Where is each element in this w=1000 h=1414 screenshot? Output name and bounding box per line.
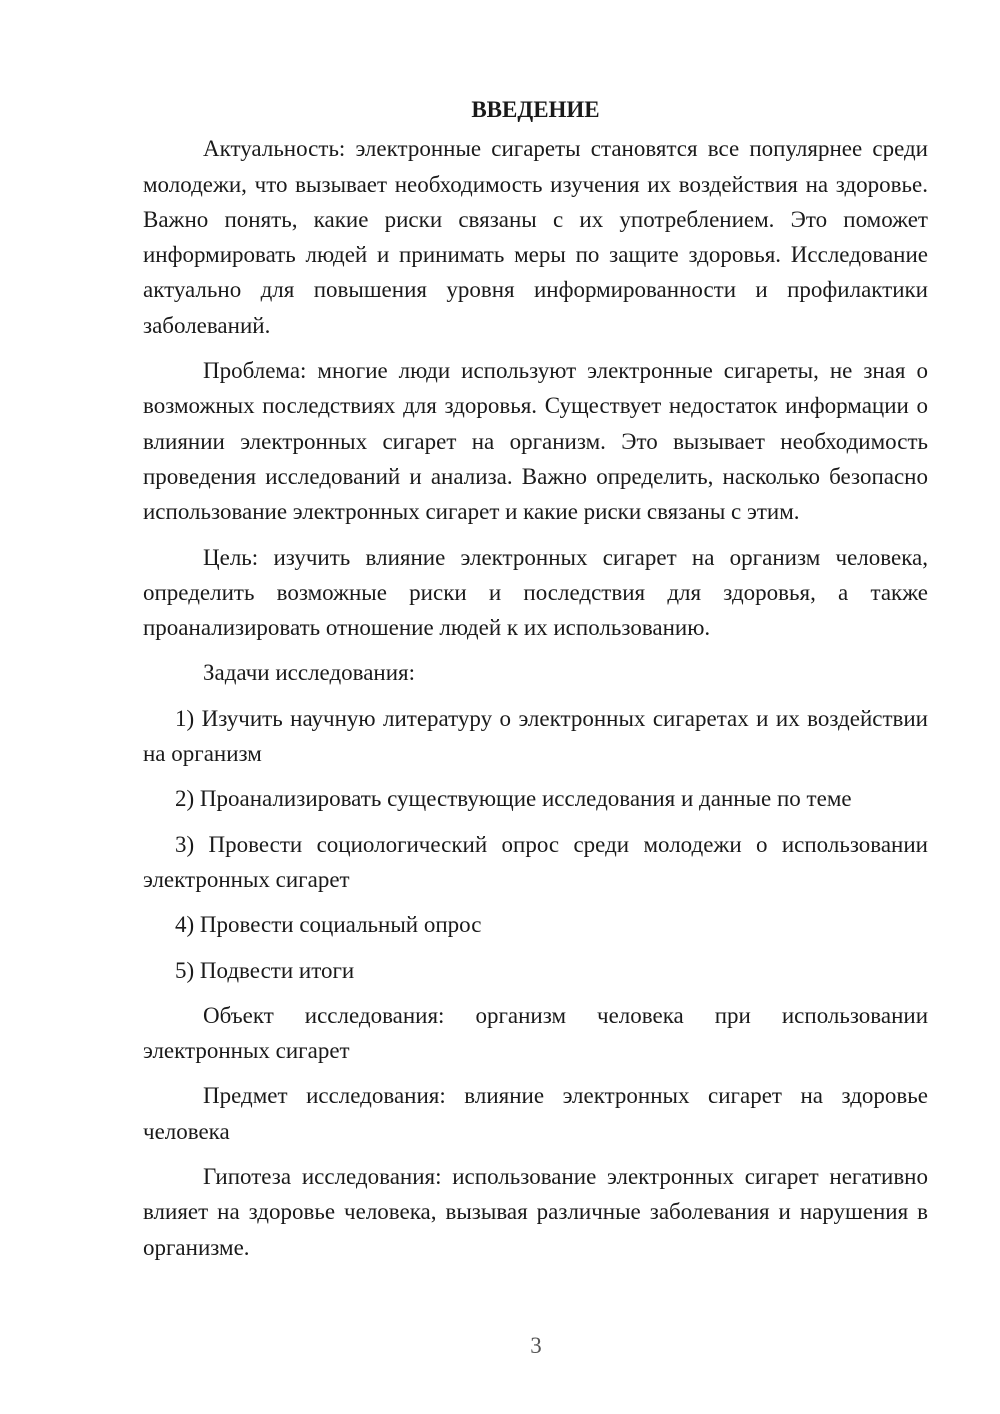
task-item-4: 4) Провести социальный опрос	[175, 912, 482, 938]
problem-paragraph: Проблема: многие люди используют электронные сигареты, не зная о возможных последствиях для здоровья. Существует недостаток информации о влиянии электронных сигарет на организм. Это вызывает необходимость проведения исследований и анализа. Важно определить, насколько безопасно использование электронных сигарет и какие риски связаны с этим.	[143, 358, 928, 525]
subject-paragraph: Предмет исследования: влияние электронных сигарет на здоровье человека	[143, 1083, 928, 1144]
goal-paragraph: Цель: изучить влияние электронных сигарет на организм человека, определить возможные риски и последствия для здоровья, а также проанализировать отношение людей к их использованию.	[143, 544, 928, 641]
section-title: ВВЕДЕНИЕ	[471, 97, 600, 122]
task-item-3: 3) Провести социологический опрос среди молодежи о использовании электронных сигарет	[143, 831, 928, 892]
page-number: 3	[530, 1333, 542, 1358]
document-page	[143, 92, 928, 1275]
tasks-heading: Задачи исследования:	[203, 660, 416, 686]
task-item-2: 2) Проанализировать существующие исследования и данные по теме	[175, 786, 852, 812]
task-item-5: 5) Подвести итоги	[175, 957, 355, 983]
task-item-1: 1) Изучить научную литературу о электронных сигаретах и их воздействии на организм	[143, 705, 928, 767]
relevance-paragraph: Актуальность: электронные сигареты становятся все популярнее среди молодежи, что вызывает необходимость изучения их воздействия на здоровье. Важно понять, какие риски связаны с их употреблением. Это поможет информировать людей и принимать меры по защите здоровья. Исследование актуально для повышения уровня информированности и профилактики заболеваний.	[143, 136, 928, 338]
object-paragraph: Объект исследования: организм человека при использовании электронных сигарет	[143, 1002, 928, 1064]
hypothesis-paragraph: Гипотеза исследования: использование электронных сигарет негативно влияет на здоровье человека, вызывая различные заболевания и нарушения в организме.	[143, 1164, 928, 1260]
